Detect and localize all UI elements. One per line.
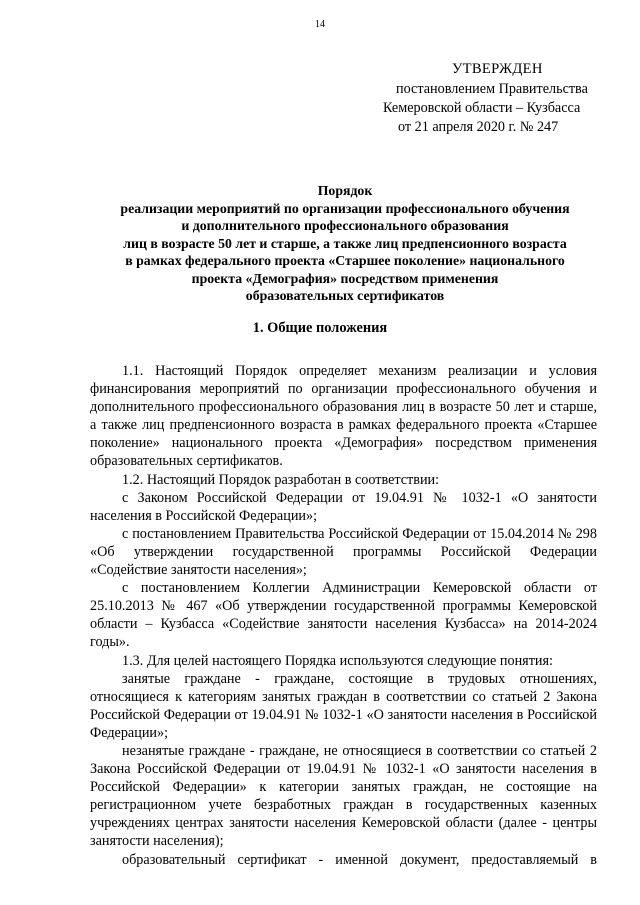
section-heading: 1. Общие положения bbox=[252, 320, 388, 336]
approval-line-1: постановлением Правительства bbox=[396, 81, 588, 97]
paragraph-1-3: 1.3. Для целей настоящего Порядка используются следующие понятия: bbox=[122, 652, 553, 669]
paragraph-employed-citizens: занятые граждане - граждане, состоящие в трудовых отношениях, относящиеся к категориям занятых граждан в соответствии со статьей 2 Закона Российской Федерации от 19.04.91 № 1032-1 «О занятости населения в Российской Федерации»; bbox=[90, 670, 597, 741]
title-line: Порядок bbox=[317, 183, 373, 198]
approval-line-3: от 21 апреля 2020 г. № 247 bbox=[398, 119, 559, 135]
paragraph-1-1: 1.1. Настоящий Порядок определяет механизм реализации и условия финансирования мероприятий по организации профессионального обучения и дополнительного профессионального образования лиц в возрасте 50 лет и старше, а также лиц предпенсионного возраста в рамках федерального проекта «Старшее поколение» национального проекта «Демография» посредством применения образовательных сертификатов. bbox=[90, 363, 597, 470]
document-title bbox=[60, 182, 630, 305]
paragraph-unemployed-citizens: незанятые граждане - граждане, не относящиеся в соответствии со статьей 2 Закона Российской Федерации от 19.04.91 № 1032-1 «О занятости населения в Российской Федерации» к категории занятых граждан, не состоящие на регистрационном учете безработных граждан в государственных казенных учреждениях центрах занятости населения Кемеровской области (далее - центры занятости населения); bbox=[90, 742, 597, 850]
title-line: в рамках федерального проекта «Старшее поколение» национального bbox=[125, 253, 565, 268]
paragraph-government-decree: с постановлением Правительства Российской Федерации от 15.04.2014 № 298 «Об утверждении государственной программы Российской Федерации «Содействие занятости населения»; bbox=[90, 525, 597, 579]
title-line: проекта «Демография» посредством применения bbox=[191, 270, 499, 286]
paragraph-certificate: образовательный сертификат - именной документ, предоставляемый в bbox=[122, 851, 597, 868]
approval-heading: УТВЕРЖДЕН bbox=[452, 61, 543, 77]
page-number: 14 bbox=[315, 19, 325, 30]
approval-line-2: Кемеровской области – Кузбасса bbox=[383, 100, 581, 116]
paragraph-law: с Законом Российской Федерации от 19.04.91 № 1032-1 «О занятости населения в Российской Федерации»; bbox=[90, 489, 597, 524]
paragraph-1-2: 1.2. Настоящий Порядок разработан в соответствии: bbox=[122, 471, 440, 488]
title-line: лиц в возрасте 50 лет и старше, а также лиц предпенсионного возраста bbox=[123, 235, 567, 251]
document-body bbox=[90, 362, 597, 869]
title-line: и дополнительного профессионального образования bbox=[181, 218, 509, 233]
title-line: образовательных сертификатов bbox=[245, 288, 445, 303]
paragraph-collegium-decree: с постановлением Коллегии Администрации Кемеровской области от 25.10.2013 № 467 «Об утверждении государственной программы Кемеровской области – Кузбасса «Содействие занятости населения Кузбасса» на 2014-2024 годы». bbox=[90, 580, 597, 651]
title-line: реализации мероприятий по организации профессионального обучения bbox=[120, 200, 570, 216]
